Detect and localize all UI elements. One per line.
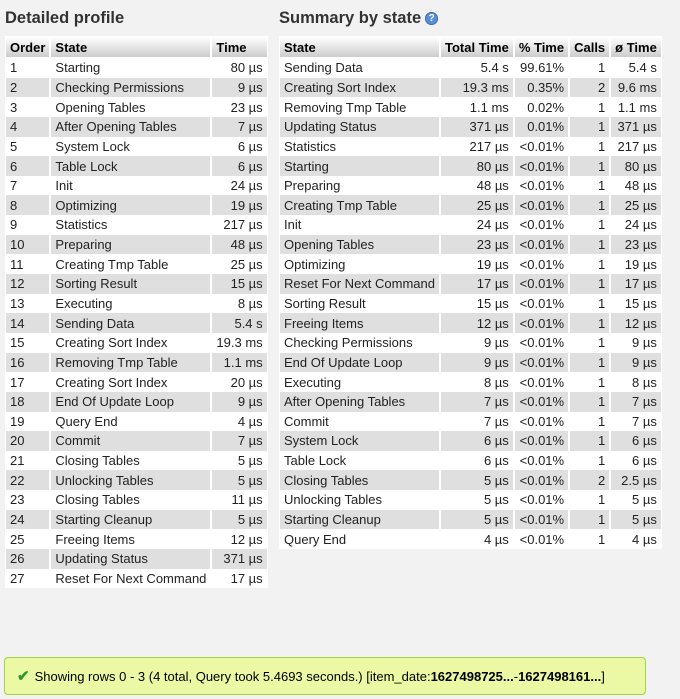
- total-time-cell: 25 µs: [440, 195, 514, 215]
- time-cell: 5.4 s: [211, 313, 267, 333]
- order-cell: 9: [5, 215, 50, 235]
- total-time-cell: 217 µs: [440, 137, 514, 157]
- state-cell: Preparing: [279, 176, 440, 196]
- state-cell: Unlocking Tables: [279, 490, 440, 510]
- percent-time-cell: 0.02%: [514, 97, 569, 117]
- avg-time-cell: 4 µs: [610, 529, 662, 549]
- order-cell: 19: [5, 412, 50, 432]
- time-cell: 5 µs: [211, 470, 267, 490]
- state-cell: Query End: [279, 529, 440, 549]
- table-row: [279, 254, 662, 274]
- table-row: [279, 451, 662, 471]
- table-row: [5, 195, 268, 215]
- order-cell: 3: [5, 97, 50, 117]
- avg-time-cell: 12 µs: [610, 313, 662, 333]
- time-cell: 5 µs: [211, 451, 267, 471]
- percent-time-cell: <0.01%: [514, 470, 569, 490]
- time-cell: 9 µs: [211, 392, 267, 412]
- calls-cell: 1: [569, 176, 610, 196]
- percent-time-cell: <0.01%: [514, 294, 569, 314]
- percent-time-cell: <0.01%: [514, 137, 569, 157]
- percent-time-cell: <0.01%: [514, 195, 569, 215]
- state-cell: Commit: [50, 431, 211, 451]
- calls-cell: 1: [569, 431, 610, 451]
- avg-time-cell: 9 µs: [610, 333, 662, 353]
- status-range-end: 1627498161...: [518, 668, 602, 684]
- state-cell: Updating Status: [50, 549, 211, 569]
- time-cell: 20 µs: [211, 372, 267, 392]
- status-text: Showing rows 0 - 3 (4 total, Query took 5.4693 seconds.) [item_date:: [34, 668, 431, 684]
- time-cell: 1.1 ms: [211, 353, 267, 373]
- calls-cell: 1: [569, 137, 610, 157]
- total-time-cell: 19.3 ms: [440, 78, 514, 98]
- time-cell: 371 µs: [211, 549, 267, 569]
- calls-cell: 1: [569, 235, 610, 255]
- total-time-cell: 7 µs: [440, 412, 514, 432]
- total-time-cell: 5.4 s: [440, 58, 514, 78]
- percent-time-cell: <0.01%: [514, 333, 569, 353]
- calls-cell: 1: [569, 156, 610, 176]
- table-row: [279, 510, 662, 530]
- total-time-cell: 9 µs: [440, 333, 514, 353]
- total-time-cell: 48 µs: [440, 176, 514, 196]
- avg-time-cell: 19 µs: [610, 254, 662, 274]
- percent-time-cell: <0.01%: [514, 176, 569, 196]
- state-cell: Closing Tables: [279, 470, 440, 490]
- percent-time-cell: <0.01%: [514, 431, 569, 451]
- percent-time-cell: <0.01%: [514, 254, 569, 274]
- total-time-cell: 9 µs: [440, 353, 514, 373]
- total-time-cell: 19 µs: [440, 254, 514, 274]
- avg-time-cell: 371 µs: [610, 117, 662, 137]
- calls-cell: 1: [569, 412, 610, 432]
- table-row: [5, 529, 268, 549]
- total-time-cell: 5 µs: [440, 470, 514, 490]
- summary-table: [279, 36, 662, 549]
- total-time-cell: 80 µs: [440, 156, 514, 176]
- table-row: [279, 176, 662, 196]
- avg-time-cell: 9 µs: [610, 353, 662, 373]
- time-cell: 7 µs: [211, 117, 267, 137]
- state-cell: Statistics: [50, 215, 211, 235]
- table-row: [5, 333, 268, 353]
- table-row: [5, 372, 268, 392]
- col-total-time-header[interactable]: Total Time: [440, 36, 514, 58]
- state-cell: Freeing Items: [279, 313, 440, 333]
- table-row: [279, 117, 662, 137]
- col-time-header[interactable]: Time: [211, 36, 267, 58]
- state-cell: End Of Update Loop: [50, 392, 211, 412]
- avg-time-cell: 7 µs: [610, 392, 662, 412]
- state-cell: Table Lock: [50, 156, 211, 176]
- order-cell: 2: [5, 78, 50, 98]
- state-cell: Starting Cleanup: [279, 510, 440, 530]
- table-row: [5, 549, 268, 569]
- status-separator: -: [513, 668, 519, 684]
- state-cell: Starting: [50, 58, 211, 78]
- avg-time-cell: 2.5 µs: [610, 470, 662, 490]
- help-icon[interactable]: ?: [425, 12, 438, 25]
- state-cell: Init: [279, 215, 440, 235]
- calls-cell: 1: [569, 254, 610, 274]
- table-row: [5, 490, 268, 510]
- percent-time-cell: <0.01%: [514, 156, 569, 176]
- calls-cell: 1: [569, 195, 610, 215]
- order-cell: 15: [5, 333, 50, 353]
- percent-time-cell: <0.01%: [514, 412, 569, 432]
- percent-time-cell: <0.01%: [514, 313, 569, 333]
- state-cell: Updating Status: [279, 117, 440, 137]
- order-cell: 25: [5, 529, 50, 549]
- calls-cell: 2: [569, 470, 610, 490]
- calls-cell: 1: [569, 353, 610, 373]
- table-row: [279, 215, 662, 235]
- total-time-cell: 7 µs: [440, 392, 514, 412]
- order-cell: 14: [5, 313, 50, 333]
- col-state-header[interactable]: State: [279, 36, 440, 58]
- summary-title: Summary by state: [279, 9, 422, 27]
- table-row: [5, 431, 268, 451]
- table-row: [279, 490, 662, 510]
- table-row: [5, 510, 268, 530]
- time-cell: 23 µs: [211, 97, 267, 117]
- state-cell: Executing: [50, 294, 211, 314]
- time-cell: 7 µs: [211, 431, 267, 451]
- state-cell: Sorting Result: [50, 274, 211, 294]
- total-time-cell: 23 µs: [440, 235, 514, 255]
- calls-cell: 1: [569, 510, 610, 530]
- total-time-cell: 24 µs: [440, 215, 514, 235]
- table-row: [5, 58, 268, 78]
- order-cell: 26: [5, 549, 50, 569]
- total-time-cell: 5 µs: [440, 510, 514, 530]
- table-row: [5, 97, 268, 117]
- calls-cell: 1: [569, 392, 610, 412]
- table-row: [5, 451, 268, 471]
- order-cell: 18: [5, 392, 50, 412]
- table-row: [279, 431, 662, 451]
- table-row: [279, 195, 662, 215]
- summary-header-row: [279, 36, 662, 58]
- avg-time-cell: 5.4 s: [610, 58, 662, 78]
- time-cell: 6 µs: [211, 156, 267, 176]
- calls-cell: 1: [569, 529, 610, 549]
- total-time-cell: 6 µs: [440, 451, 514, 471]
- order-cell: 20: [5, 431, 50, 451]
- calls-cell: 1: [569, 372, 610, 392]
- order-cell: 11: [5, 254, 50, 274]
- state-cell: Removing Tmp Table: [50, 353, 211, 373]
- state-cell: Sending Data: [279, 58, 440, 78]
- percent-time-cell: <0.01%: [514, 215, 569, 235]
- state-cell: Freeing Items: [50, 529, 211, 549]
- order-cell: 1: [5, 58, 50, 78]
- calls-cell: 1: [569, 58, 610, 78]
- state-cell: Checking Permissions: [50, 78, 211, 98]
- table-row: [5, 254, 268, 274]
- time-cell: 25 µs: [211, 254, 267, 274]
- avg-time-cell: 5 µs: [610, 490, 662, 510]
- table-row: [279, 58, 662, 78]
- percent-time-cell: <0.01%: [514, 451, 569, 471]
- percent-time-cell: <0.01%: [514, 274, 569, 294]
- total-time-cell: 12 µs: [440, 313, 514, 333]
- table-row: [279, 313, 662, 333]
- time-cell: 8 µs: [211, 294, 267, 314]
- avg-time-cell: 15 µs: [610, 294, 662, 314]
- status-range-start: 1627498725...: [430, 668, 514, 684]
- percent-time-cell: <0.01%: [514, 392, 569, 412]
- time-cell: 217 µs: [211, 215, 267, 235]
- state-cell: Creating Tmp Table: [279, 195, 440, 215]
- table-row: [279, 78, 662, 98]
- table-row: [5, 215, 268, 235]
- time-cell: 11 µs: [211, 490, 267, 510]
- time-cell: 19.3 ms: [211, 333, 267, 353]
- total-time-cell: 4 µs: [440, 529, 514, 549]
- time-cell: 24 µs: [211, 176, 267, 196]
- state-cell: Preparing: [50, 235, 211, 255]
- calls-cell: 2: [569, 78, 610, 98]
- time-cell: 15 µs: [211, 274, 267, 294]
- table-row: [279, 97, 662, 117]
- table-row: [5, 117, 268, 137]
- detailed-profile-table: [5, 36, 268, 588]
- state-cell: Removing Tmp Table: [279, 97, 440, 117]
- detailed-profile-title: Detailed profile: [5, 9, 125, 27]
- avg-time-cell: 1.1 ms: [610, 97, 662, 117]
- total-time-cell: 6 µs: [440, 431, 514, 451]
- time-cell: 48 µs: [211, 235, 267, 255]
- summary-panel: [274, 0, 664, 549]
- summary-body: [279, 58, 662, 549]
- table-row: [5, 78, 268, 98]
- order-cell: 16: [5, 353, 50, 373]
- state-cell: Opening Tables: [50, 97, 211, 117]
- order-cell: 10: [5, 235, 50, 255]
- state-cell: Commit: [279, 412, 440, 432]
- table-row: [279, 137, 662, 157]
- percent-time-cell: 0.01%: [514, 117, 569, 137]
- order-cell: 22: [5, 470, 50, 490]
- calls-cell: 1: [569, 215, 610, 235]
- order-cell: 12: [5, 274, 50, 294]
- order-cell: 7: [5, 176, 50, 196]
- table-row: [279, 372, 662, 392]
- state-cell: After Opening Tables: [279, 392, 440, 412]
- table-row: [5, 274, 268, 294]
- percent-time-cell: <0.01%: [514, 529, 569, 549]
- state-cell: System Lock: [50, 137, 211, 157]
- avg-time-cell: 23 µs: [610, 235, 662, 255]
- order-cell: 27: [5, 569, 50, 589]
- time-cell: 17 µs: [211, 569, 267, 589]
- table-row: [5, 156, 268, 176]
- avg-time-cell: 6 µs: [610, 431, 662, 451]
- avg-time-cell: 80 µs: [610, 156, 662, 176]
- state-cell: End Of Update Loop: [279, 353, 440, 373]
- query-status-message: [4, 657, 646, 695]
- percent-time-cell: 0.35%: [514, 78, 569, 98]
- avg-time-cell: 217 µs: [610, 137, 662, 157]
- table-row: [279, 274, 662, 294]
- total-time-cell: 17 µs: [440, 274, 514, 294]
- table-row: [5, 235, 268, 255]
- state-cell: Starting: [279, 156, 440, 176]
- col-calls-header[interactable]: Calls: [569, 36, 610, 58]
- time-cell: 5 µs: [211, 510, 267, 530]
- col-avg-time-header[interactable]: ø Time: [610, 36, 662, 58]
- state-cell: Creating Sort Index: [50, 333, 211, 353]
- calls-cell: 1: [569, 490, 610, 510]
- table-row: [279, 470, 662, 490]
- col-order-header[interactable]: Order: [5, 36, 50, 58]
- order-cell: 13: [5, 294, 50, 314]
- order-cell: 21: [5, 451, 50, 471]
- detailed-header-row: [5, 36, 268, 58]
- percent-time-cell: <0.01%: [514, 490, 569, 510]
- state-cell: Creating Sort Index: [50, 372, 211, 392]
- table-row: [5, 313, 268, 333]
- state-cell: Init: [50, 176, 211, 196]
- state-cell: Starting Cleanup: [50, 510, 211, 530]
- table-row: [279, 333, 662, 353]
- state-cell: Sending Data: [50, 313, 211, 333]
- total-time-cell: 15 µs: [440, 294, 514, 314]
- state-cell: Opening Tables: [279, 235, 440, 255]
- percent-time-cell: <0.01%: [514, 510, 569, 530]
- state-cell: Checking Permissions: [279, 333, 440, 353]
- table-row: [5, 294, 268, 314]
- calls-cell: 1: [569, 313, 610, 333]
- summary-title-row: [274, 0, 664, 36]
- state-cell: Reset For Next Command: [279, 274, 440, 294]
- col-state-header[interactable]: State: [50, 36, 211, 58]
- percent-time-cell: 99.61%: [514, 58, 569, 78]
- detailed-profile-panel: [0, 0, 272, 588]
- status-close: ]: [601, 668, 605, 684]
- avg-time-cell: 48 µs: [610, 176, 662, 196]
- time-cell: 19 µs: [211, 195, 267, 215]
- time-cell: 4 µs: [211, 412, 267, 432]
- state-cell: Reset For Next Command: [50, 569, 211, 589]
- state-cell: Optimizing: [279, 254, 440, 274]
- avg-time-cell: 24 µs: [610, 215, 662, 235]
- table-row: [279, 529, 662, 549]
- detailed-profile-body: [5, 58, 268, 588]
- total-time-cell: 371 µs: [440, 117, 514, 137]
- state-cell: Closing Tables: [50, 451, 211, 471]
- state-cell: Creating Tmp Table: [50, 254, 211, 274]
- percent-time-cell: <0.01%: [514, 235, 569, 255]
- order-cell: 8: [5, 195, 50, 215]
- time-cell: 80 µs: [211, 58, 267, 78]
- table-row: [279, 235, 662, 255]
- avg-time-cell: 6 µs: [610, 451, 662, 471]
- avg-time-cell: 17 µs: [610, 274, 662, 294]
- table-row: [279, 294, 662, 314]
- order-cell: 6: [5, 156, 50, 176]
- calls-cell: 1: [569, 274, 610, 294]
- avg-time-cell: 8 µs: [610, 372, 662, 392]
- order-cell: 23: [5, 490, 50, 510]
- state-cell: Statistics: [279, 137, 440, 157]
- total-time-cell: 8 µs: [440, 372, 514, 392]
- table-row: [5, 412, 268, 432]
- state-cell: After Opening Tables: [50, 117, 211, 137]
- state-cell: Optimizing: [50, 195, 211, 215]
- state-cell: Query End: [50, 412, 211, 432]
- col-percent-time-header[interactable]: % Time: [514, 36, 569, 58]
- table-row: [5, 569, 268, 589]
- calls-cell: 1: [569, 451, 610, 471]
- check-icon: ✔: [17, 668, 30, 685]
- percent-time-cell: <0.01%: [514, 353, 569, 373]
- time-cell: 12 µs: [211, 529, 267, 549]
- state-cell: Unlocking Tables: [50, 470, 211, 490]
- avg-time-cell: 9.6 ms: [610, 78, 662, 98]
- table-row: [5, 353, 268, 373]
- calls-cell: 1: [569, 97, 610, 117]
- calls-cell: 1: [569, 117, 610, 137]
- time-cell: 9 µs: [211, 78, 267, 98]
- state-cell: Creating Sort Index: [279, 78, 440, 98]
- table-row: [279, 156, 662, 176]
- table-row: [5, 137, 268, 157]
- order-cell: 24: [5, 510, 50, 530]
- table-row: [5, 470, 268, 490]
- state-cell: System Lock: [279, 431, 440, 451]
- table-row: [5, 392, 268, 412]
- time-cell: 6 µs: [211, 137, 267, 157]
- avg-time-cell: 25 µs: [610, 195, 662, 215]
- table-row: [279, 392, 662, 412]
- percent-time-cell: <0.01%: [514, 372, 569, 392]
- state-cell: Closing Tables: [50, 490, 211, 510]
- table-row: [279, 353, 662, 373]
- order-cell: 17: [5, 372, 50, 392]
- state-cell: Executing: [279, 372, 440, 392]
- table-row: [279, 412, 662, 432]
- avg-time-cell: 7 µs: [610, 412, 662, 432]
- order-cell: 4: [5, 117, 50, 137]
- order-cell: 5: [5, 137, 50, 157]
- calls-cell: 1: [569, 333, 610, 353]
- state-cell: Table Lock: [279, 451, 440, 471]
- avg-time-cell: 5 µs: [610, 510, 662, 530]
- table-row: [5, 176, 268, 196]
- state-cell: Sorting Result: [279, 294, 440, 314]
- total-time-cell: 5 µs: [440, 490, 514, 510]
- calls-cell: 1: [569, 294, 610, 314]
- total-time-cell: 1.1 ms: [440, 97, 514, 117]
